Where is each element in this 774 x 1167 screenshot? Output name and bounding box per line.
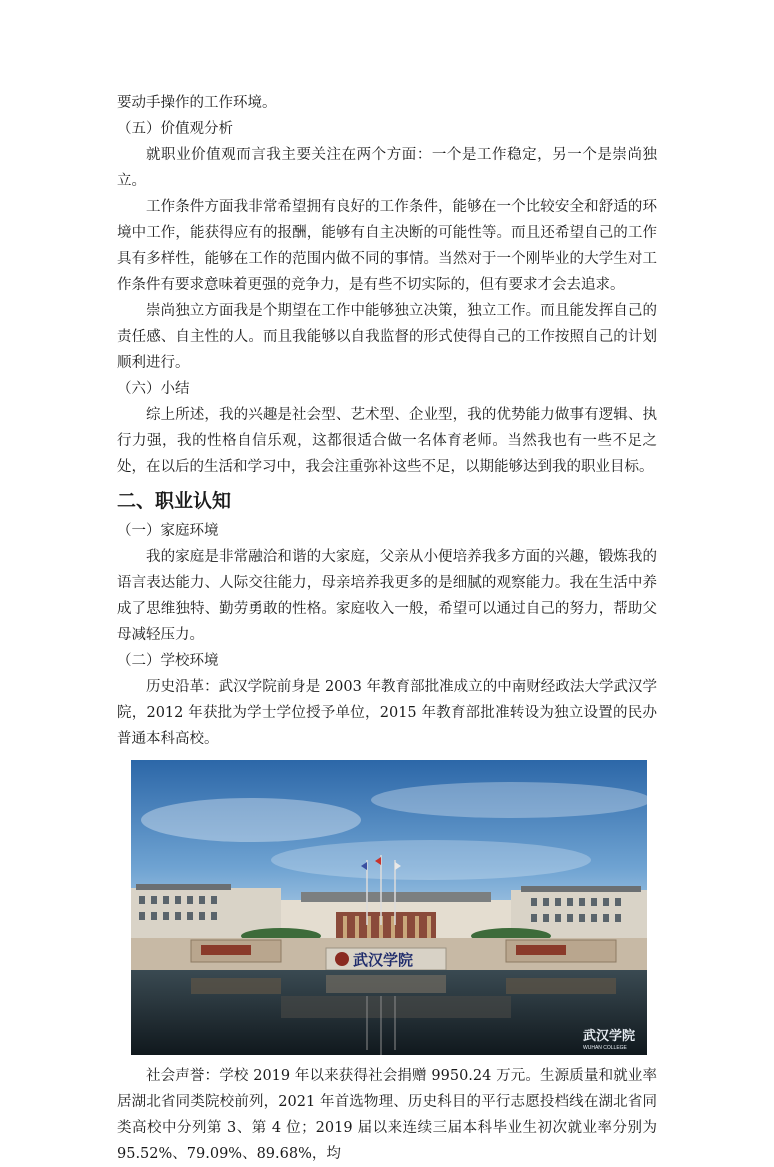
paragraph-school-reputation: 社会声誉：学校 2019 年以来获得社会捐赠 9950.24 万元。生源质量和就业率居湖北省同类院校前列，2021 年首选物理、历史科目的平行志愿投档线在湖北省同类高校中分列第 3、第 4 位；2019 届以来连续三届本科毕业生初次就业率分别为 95.52%、79.09%、89.68%，均 [117,1068,657,1162]
paragraph-school-history: 历史沿革：武汉学院前身是 2003 年教育部批准成立的中南财经政法大学武汉学院，2012 年获批为学士学位授予单位，2015 年教育部批准转设为独立设置的民办普通本科高校。 [117,679,657,747]
subheading-summary: （六）小结 [117,381,190,397]
paragraph-summary: 综上所述，我的兴趣是社会型、艺术型、企业型，我的优势能力做事有逻辑、执行力强，我的性格自信乐观，这都很适合做一名体育老师。当然我也有一些不足之处，在以后的生活和学习中，我会注重弥补这些不足，以期能够达到我的职业目标。 [117,407,657,475]
subheading-family: （一）家庭环境 [117,523,219,539]
subheading-school: （二）学校环境 [117,653,219,669]
section-heading-career-cognition: 二、职业认知 [117,490,232,512]
subheading-values: （五）价值观分析 [117,121,233,137]
campus-photo [131,760,647,1055]
paragraph-work-conditions: 工作条件方面我非常希望拥有良好的工作条件，能够在一个比较安全和舒适的环境中工作，能获得应有的报酬，能够有自主决断的可能性等。而且还希望自己的工作具有多样性，能够在工作的范围内做不同的事情。当然对于一个刚毕业的大学生对工作条件有要求意味着更强的竞争力，是有些不切实际的，但有要求才会去追求。 [117,199,657,293]
sign-text: 武汉学院 [353,951,414,969]
photo-watermark: 武汉学院 [583,1029,636,1044]
photo-watermark-en: WUHAN COLLEGE [583,1045,627,1051]
paragraph-family: 我的家庭是非常融洽和谐的大家庭，父亲从小便培养我多方面的兴趣，锻炼我的语言表达能力、人际交往能力，母亲培养我更多的是细腻的观察能力。我在生活中养成了思维独特、勤劳勇敢的性格。家庭收入一般，希望可以通过自己的努力，帮助父母减轻压力。 [117,549,657,643]
document-body [117,90,657,1167]
paragraph-independence: 崇尚独立方面我是个期望在工作中能够独立决策，独立工作。而且能发挥自己的责任感、自主性的人。而且我能够以自我监督的形式使得自己的工作按照自己的计划顺利进行。 [117,303,657,371]
paragraph-continuation: 要动手操作的工作环境。 [117,95,277,111]
paragraph-values-intro: 就职业价值观而言我主要关注在两个方面：一个是工作稳定，另一个是崇尚独立。 [117,147,657,189]
